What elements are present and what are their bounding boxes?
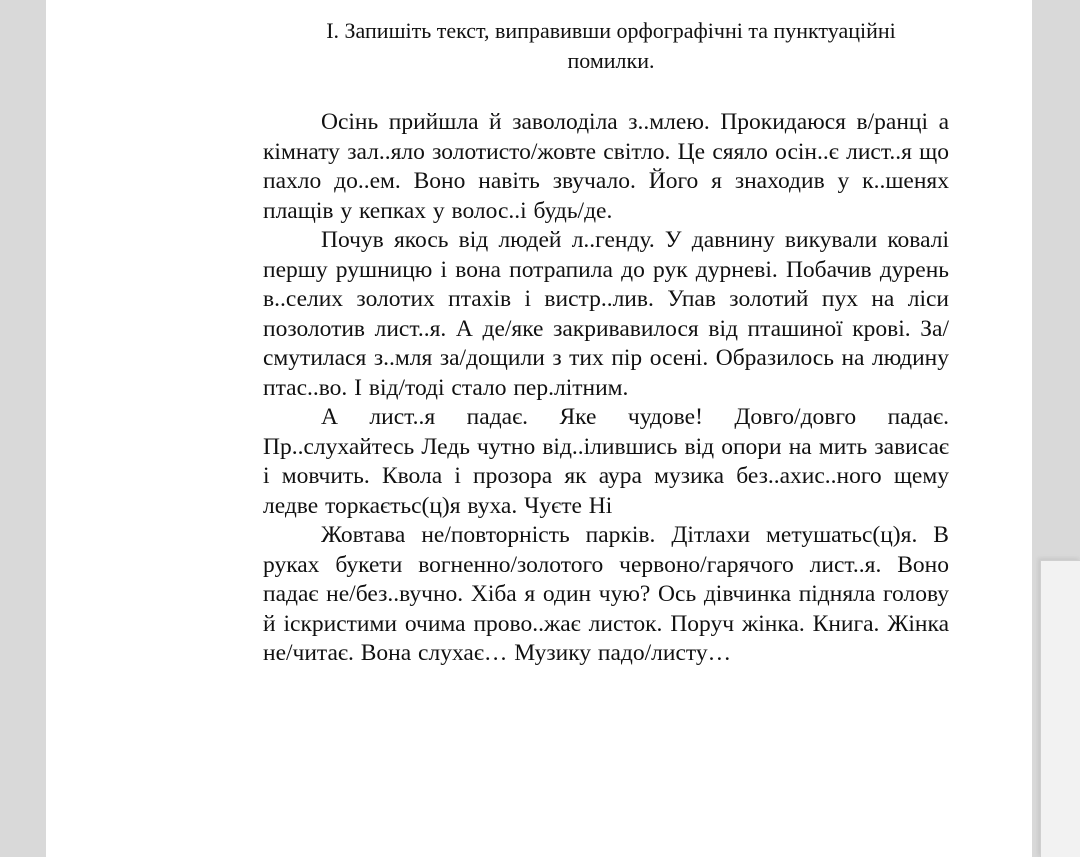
paragraph-1: Осінь прийшла й заволоділа з..млею. Прокидаюся в/ранці а кімнату зал..яло золотисто/жовте світло. Це сяяло осін..є лист..я що пахло до..ем. Воно навіть звучало. Його я знаходив у к..шенях плащів у кепках у волос..і будь/де.	[263, 109, 949, 224]
next-page-edge	[1040, 560, 1080, 857]
task-heading-line-1: І. Запишіть текст, виправивши орфографічні та пунктуаційні	[326, 18, 896, 43]
document-page	[46, 0, 1032, 857]
paragraph-2: Почув якось від людей л..генду. У давнину викували ковалі першу рушницю і вона потрапила до рук дурневі. Побачив дурень в..селих золотих птахів і вистр..лив. Упав золотий пух на ліси позолотив лист..я. А де/яке закривавилося від пташиної крові. За/смутилася з..мля за/дощили з тих пір осені. Образилось на людину птас..во. І від/тоді стало пер.літним.	[263, 227, 949, 401]
task-heading	[196, 16, 1026, 76]
task-heading-line-2: помилки.	[567, 48, 655, 73]
paragraph-3: А лист..я падає. Яке чудове! Довго/довго падає. Пр..слухайтесь Ледь чутно від..ілившись від опори на мить зависає і мовчить. Квола і прозора як аура музика без..ахис..ного щему ледве торкаєтьс(ц)я вуха. Чуєте Ні	[263, 404, 949, 519]
exercise-text	[263, 108, 949, 669]
paragraph-4: Жовтава не/повторність парків. Дітлахи метушатьс(ц)я. В руках букети вогненно/золотого червоно/гарячого лист..я. Воно падає не/без..вучно. Хіба я один чую? Ось дівчинка підняла голову й іскристими очима прово..жає листок. Поруч жінка. Книга. Жінка не/читає. Вона слухає… Музику падо/листу…	[263, 522, 949, 666]
